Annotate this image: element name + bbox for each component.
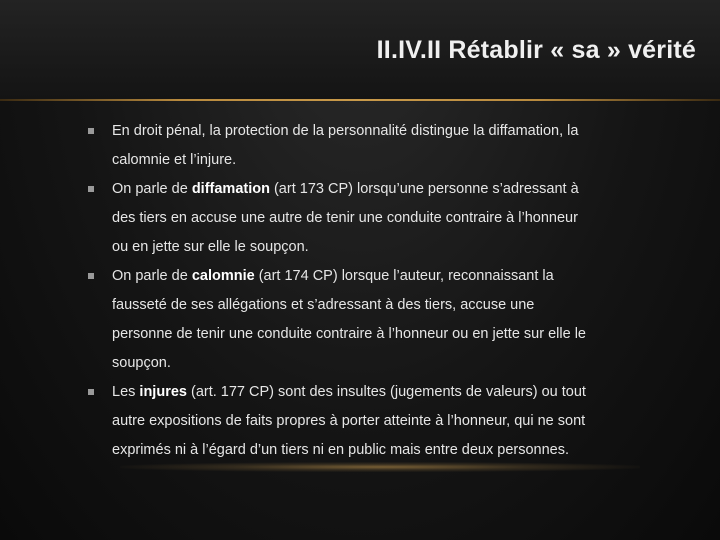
square-bullet-icon [88,273,94,279]
bullet-text-before: On parle de [112,268,192,284]
term-diffamation: diffamation [191,181,270,197]
title-divider [0,99,720,101]
bullet-item-calomnie [86,262,586,378]
bullet-text-after: (art 173 CP) lorsqu’une personne s’adressant à des tiers en accuse une autre de tenir une conduite contraire à l’honneur ou en jette sur elle le soupçon. [112,181,579,255]
bullet-item-intro [86,117,586,175]
title-area [0,0,720,100]
square-bullet-icon [88,389,94,395]
bullet-list [86,117,586,465]
bullet-text-after: (art. 177 CP) sont des insultes (jugements de valeurs) ou tout autre expositions de faits propres à porter atteinte à l’honneur, qui ne sont exprimés ni à l’égard d’un tiers ni en public mais entre deux personnes. [112,384,586,458]
bullet-item-diffamation [86,175,586,262]
bullet-text-after: (art 174 CP) lorsque l’auteur, reconnaissant la fausseté de ses allégations et s’adressant à des tiers, accuse une personne de tenir une conduite contraire à l’honneur ou en jette sur elle le soupçon. [112,268,586,371]
bullet-item-injures [86,378,586,465]
term-calomnie: calomnie [191,268,255,284]
slide-content [86,117,586,465]
term-injures: injures [139,384,187,400]
square-bullet-icon [88,128,94,134]
square-bullet-icon [88,186,94,192]
bullet-text-before: On parle de [112,181,192,197]
bullet-text: En droit pénal, la protection de la personnalité distingue la diffamation, la calomnie et l’injure. [112,123,579,168]
bullet-text-before: Les [112,384,140,400]
slide-title: II.IV.II Rétablir « sa » vérité [376,36,696,64]
